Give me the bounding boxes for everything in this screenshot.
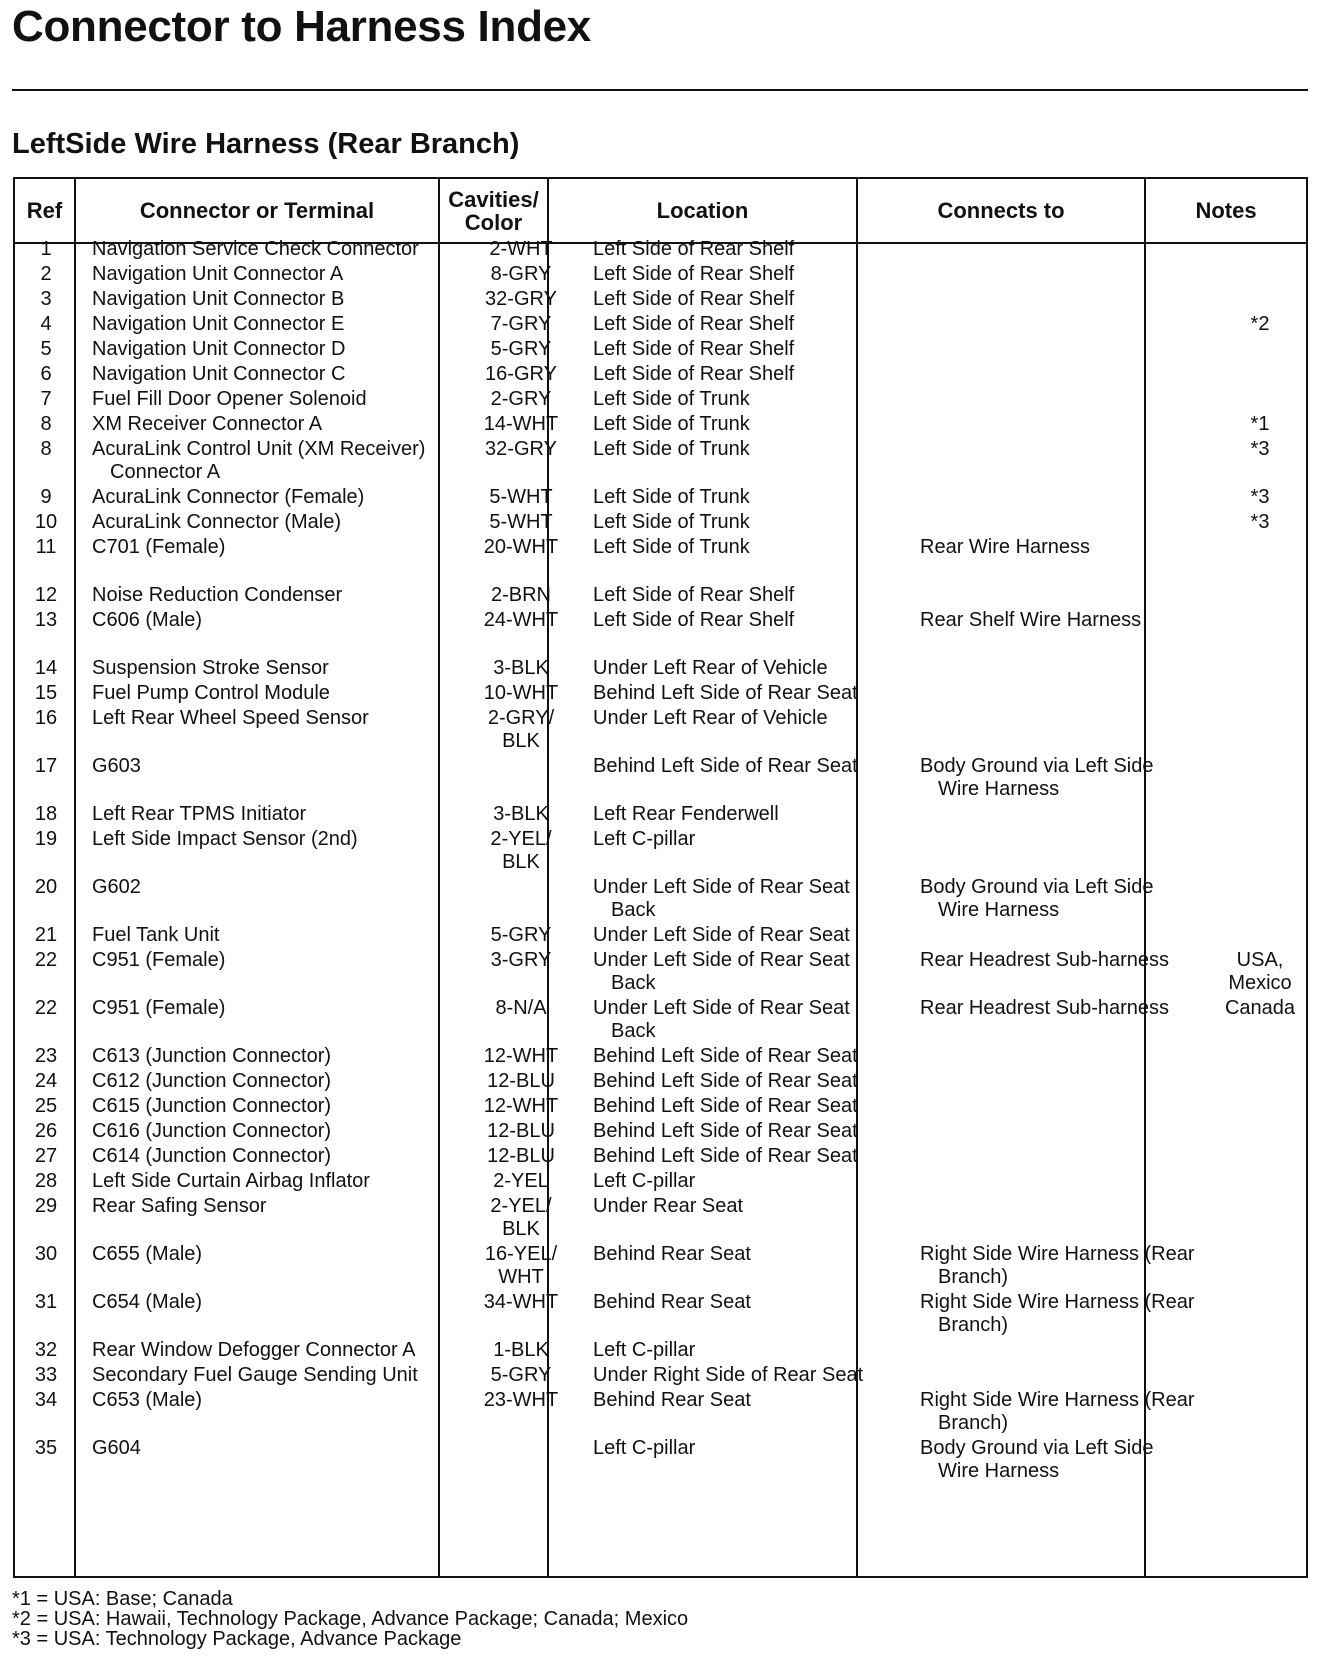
cell-ref: 3 [40,288,52,310]
cell-cavities: 20-WHT [483,536,559,558]
cell-location: Under Left Side of Rear Seat [593,924,850,946]
cell-connector: C701 (Female) [92,536,226,558]
cell-connector: Secondary Fuel Gauge Sending Unit [92,1364,418,1386]
cell-connector: C614 (Junction Connector) [92,1145,332,1167]
cell-connects-to: Right Side Wire Harness (Rear [920,1291,1195,1313]
cell-connects-to: Wire Harness [938,1460,1060,1482]
cell-cavities: 12-BLU [487,1070,555,1092]
cell-connects-to: Body Ground via Left Side [920,755,1154,777]
cell-connector: C616 (Junction Connector) [92,1120,332,1142]
cell-connector: AcuraLink Connector (Male) [92,511,341,533]
cell-ref: 21 [34,924,58,946]
cell-cavities: 5-GRY [490,338,552,360]
cell-ref: 19 [34,828,58,850]
cell-location: Left Side of Trunk [593,413,750,435]
cell-connector: XM Receiver Connector A [92,413,323,435]
cell-location: Left C-pillar [593,1339,696,1361]
cell-connector: Left Rear TPMS Initiator [92,803,307,825]
cell-cavities: 14-WHT [483,413,559,435]
header-connector: Connector or Terminal [139,198,375,223]
cell-connector: G602 [92,876,141,898]
cell-ref: 1 [40,238,52,260]
cell-cavities: 34-WHT [483,1291,559,1313]
cell-notes: USA, [1236,949,1284,971]
cell-location: Under Right Side of Rear Seat [593,1364,864,1386]
cell-connects-to: Right Side Wire Harness (Rear [920,1243,1195,1265]
cell-connector: C951 (Female) [92,949,226,971]
cell-location: Left Side of Trunk [593,486,750,508]
cell-connector: C653 (Male) [92,1389,203,1411]
cell-ref: 18 [34,803,58,825]
cell-ref: 6 [40,363,52,385]
cell-cavities: 8-GRY [490,263,552,285]
cell-ref: 22 [34,997,58,1019]
cell-cavities: 3-BLK [493,657,549,679]
cell-ref: 11 [35,536,57,558]
cell-connector: AcuraLink Control Unit (XM Receiver) [92,438,426,460]
cell-cavities: 2-YEL/ [490,828,552,850]
cell-connector: C613 (Junction Connector) [92,1045,332,1067]
cell-ref: 26 [34,1120,58,1142]
cell-cavities: 32-GRY [485,438,557,460]
cell-ref: 15 [34,682,58,704]
cell-cavities: BLK [502,730,540,752]
cell-ref: 10 [34,511,58,533]
cell-ref: 31 [34,1291,58,1313]
cell-connector: Noise Reduction Condenser [92,584,343,606]
cell-connector: Suspension Stroke Sensor [92,657,329,679]
cell-connector: Rear Window Defogger Connector A [92,1339,416,1361]
cell-ref: 8 [40,438,52,460]
cell-notes: *3 [1250,438,1270,460]
cell-location: Under Left Side of Rear Seat [593,949,850,971]
cell-cavities: 5-WHT [489,486,553,508]
cell-ref: 32 [34,1339,58,1361]
cell-ref: 14 [34,657,58,679]
cell-ref: 23 [34,1045,58,1067]
cell-ref: 28 [34,1170,58,1192]
cell-location: Left Rear Fenderwell [593,803,779,825]
cell-connector: Navigation Unit Connector C [92,363,346,385]
cell-cavities: 16-GRY [485,363,557,385]
cell-cavities: WHT [498,1266,544,1288]
cell-connects-to: Rear Wire Harness [920,536,1091,558]
cell-location: Left Side of Rear Shelf [593,313,795,335]
cell-connector: Navigation Unit Connector E [92,313,345,335]
cell-ref: 30 [34,1243,58,1265]
cell-ref: 9 [40,486,52,508]
cell-connector: Navigation Service Check Connector [92,238,419,260]
cell-location: Behind Left Side of Rear Seat [593,682,858,704]
cell-cavities: 5-WHT [489,511,553,533]
cell-location: Left C-pillar [593,828,696,850]
cell-connector: Left Side Curtain Airbag Inflator [92,1170,370,1192]
cell-cavities: 12-WHT [483,1045,559,1067]
cell-cavities: 16-YEL/ [484,1243,558,1265]
cell-connects-to: Branch) [938,1314,1009,1336]
cell-location: Back [611,972,656,994]
cell-cavities: 10-WHT [483,682,559,704]
cell-ref: 27 [34,1145,58,1167]
cell-cavities: 24-WHT [483,609,559,631]
cell-connects-to: Wire Harness [938,899,1060,921]
cell-notes: *1 [1250,413,1270,435]
cell-connects-to: Body Ground via Left Side [920,876,1154,898]
cell-cavities: 2-YEL/ [490,1195,552,1217]
cell-location: Under Left Side of Rear Seat [593,997,850,1019]
cell-location: Left C-pillar [593,1437,696,1459]
cell-ref: 20 [34,876,58,898]
cell-location: Left Side of Rear Shelf [593,238,795,260]
cell-location: Behind Rear Seat [593,1291,751,1313]
cell-notes: *2 [1250,313,1270,335]
cell-ref: 33 [34,1364,58,1386]
cell-ref: 34 [34,1389,58,1411]
cell-connector: Fuel Fill Door Opener Solenoid [92,388,367,410]
cell-ref: 16 [34,707,58,729]
header-connects-to: Connects to [937,198,1065,223]
cell-cavities: 23-WHT [483,1389,559,1411]
cell-connector: C655 (Male) [92,1243,203,1265]
header-notes: Notes [1195,198,1257,223]
cell-ref: 4 [40,313,52,335]
footnote: *1 = USA: Base; Canada [12,1588,233,1610]
cell-location: Left Side of Rear Shelf [593,263,795,285]
cell-connects-to: Rear Headrest Sub-harness [920,949,1170,971]
cell-connector: Navigation Unit Connector A [92,263,344,285]
cell-location: Under Rear Seat [593,1195,744,1217]
cell-location: Left C-pillar [593,1170,696,1192]
cell-cavities: 2-GRY/ [487,707,555,729]
cell-notes: *3 [1250,511,1270,533]
cell-connector: Left Rear Wheel Speed Sensor [92,707,369,729]
cell-connects-to: Right Side Wire Harness (Rear [920,1389,1195,1411]
cell-location: Left Side of Trunk [593,438,750,460]
cell-connects-to: Branch) [938,1266,1009,1288]
header-cavities [440,179,547,242]
cell-location: Under Left Rear of Vehicle [593,657,828,679]
cell-ref: 5 [40,338,52,360]
cell-cavities: 2-GRY [490,388,552,410]
cell-cavities: 2-BRN [490,584,551,606]
cell-connector: Rear Safing Sensor [92,1195,267,1217]
cell-connector: AcuraLink Connector (Female) [92,486,365,508]
cell-notes: *3 [1250,486,1270,508]
cell-location: Behind Left Side of Rear Seat [593,755,858,777]
cell-location: Behind Left Side of Rear Seat [593,1120,858,1142]
cell-connector: C654 (Male) [92,1291,203,1313]
cell-connects-to: Body Ground via Left Side [920,1437,1154,1459]
cell-cavities: 3-BLK [493,803,549,825]
page-title: Connector to Harness Index [12,2,591,51]
cell-location: Left Side of Trunk [593,536,750,558]
cell-location: Back [611,1020,656,1042]
cell-cavities: 5-GRY [490,1364,552,1386]
cell-ref: 22 [34,949,58,971]
section-title: LeftSide Wire Harness (Rear Branch) [12,128,520,160]
cell-cavities: 2-WHT [489,238,553,260]
cell-location: Behind Left Side of Rear Seat [593,1070,858,1092]
cell-ref: 12 [34,584,58,606]
cell-location: Left Side of Rear Shelf [593,584,795,606]
cell-connector: G604 [92,1437,141,1459]
cell-connects-to: Rear Headrest Sub-harness [920,997,1170,1019]
cell-location: Left Side of Rear Shelf [593,609,795,631]
cell-ref: 8 [40,413,52,435]
cell-location: Left Side of Trunk [593,511,750,533]
cell-connector: Fuel Pump Control Module [92,682,330,704]
cell-location: Behind Left Side of Rear Seat [593,1145,858,1167]
cell-cavities: 3-GRY [490,949,552,971]
cell-ref: 2 [40,263,52,285]
cell-notes: Canada [1224,997,1296,1019]
cell-cavities: BLK [502,851,540,873]
header-cavities-line1: Cavities/ [448,186,539,212]
cell-connector: C951 (Female) [92,997,226,1019]
cell-cavities: 2-YEL [493,1170,549,1192]
cell-connector: Left Side Impact Sensor (2nd) [92,828,358,850]
cell-ref: 25 [34,1095,58,1117]
cell-cavities: BLK [502,1218,540,1240]
cell-location: Behind Rear Seat [593,1243,751,1265]
cell-connector: Navigation Unit Connector D [92,338,346,360]
cell-ref: 13 [34,609,58,631]
cell-ref: 29 [34,1195,58,1217]
cell-cavities: 5-GRY [490,924,552,946]
title-divider [12,89,1308,91]
cell-connector: Fuel Tank Unit [92,924,220,946]
harness-index-table [13,177,1308,1578]
cell-cavities: 7-GRY [490,313,552,335]
cell-connector: Connector A [110,461,221,483]
cell-connector: G603 [92,755,141,777]
cell-cavities: 12-BLU [487,1120,555,1142]
cell-cavities: 12-WHT [483,1095,559,1117]
cell-location: Under Left Side of Rear Seat [593,876,850,898]
cell-notes: Mexico [1228,972,1292,994]
footnote: *3 = USA: Technology Package, Advance Package [12,1628,462,1650]
cell-location: Behind Left Side of Rear Seat [593,1095,858,1117]
cell-location: Back [611,899,656,921]
cell-ref: 17 [34,755,58,777]
cell-ref: 7 [40,388,52,410]
cell-connector: C615 (Junction Connector) [92,1095,332,1117]
cell-cavities: 32-GRY [485,288,557,310]
column-divider [438,179,440,1576]
cell-connects-to: Rear Shelf Wire Harness [920,609,1142,631]
cell-connector: Navigation Unit Connector B [92,288,345,310]
cell-connector: C612 (Junction Connector) [92,1070,332,1092]
cell-connects-to: Wire Harness [938,778,1060,800]
header-location: Location [656,198,749,223]
cell-location: Left Side of Rear Shelf [593,338,795,360]
cell-location: Left Side of Rear Shelf [593,363,795,385]
cell-cavities: 12-BLU [487,1145,555,1167]
cell-location: Behind Rear Seat [593,1389,751,1411]
cell-connects-to: Branch) [938,1412,1009,1434]
header-cavities-line2: Color [464,209,523,235]
cell-location: Left Side of Rear Shelf [593,288,795,310]
cell-cavities: 8-N/A [495,997,547,1019]
cell-location: Left Side of Trunk [593,388,750,410]
header-ref: Ref [26,198,63,223]
cell-location: Behind Left Side of Rear Seat [593,1045,858,1067]
footnote: *2 = USA: Hawaii, Technology Package, Advance Package; Canada; Mexico [12,1608,689,1630]
cell-ref: 24 [34,1070,58,1092]
cell-cavities: 1-BLK [493,1339,549,1361]
cell-location: Under Left Rear of Vehicle [593,707,828,729]
cell-connector: C606 (Male) [92,609,203,631]
cell-ref: 35 [34,1437,58,1459]
